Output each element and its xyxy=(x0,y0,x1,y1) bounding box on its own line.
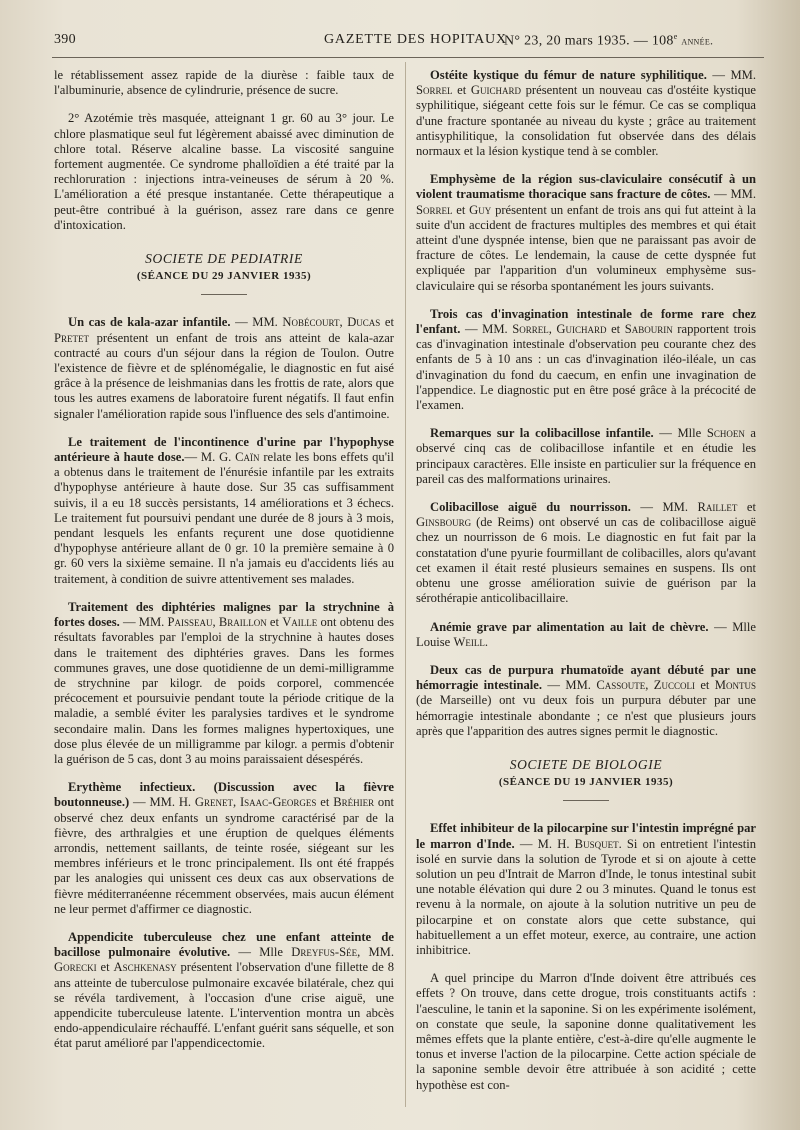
article-authors: Guichard xyxy=(470,83,521,98)
article-authors: Sorrel xyxy=(416,202,453,217)
column-divider xyxy=(405,62,406,1107)
article-title: Trois cas d'invagination intestinale de forme rare chez l'enfant. xyxy=(416,306,756,337)
article-title: Emphysème de la région sus-claviculaire consécutif à un violent traumatisme thoracique sans fracture de côtes. xyxy=(416,172,756,202)
section-title: SOCIETE DE BIOLOGIE xyxy=(509,756,663,772)
article-text: et xyxy=(737,500,756,515)
article-text: présentent un enfant de trois ans qui fut atteint à la suite d'un accident de fractures multiples des membres et qui était atteint d'une dyspnée intense, bien que ne paraissant pas avoir de fracture de côtes. Le lendemain, la cause de cette dyspnée fut expliquée par l'apparition d'un volumineux emphysème sus-claviculaire qui se résorba spontanément les jours suivants. xyxy=(416,202,756,293)
article-text: (de Reims) ont observé un cas de colibacillose aiguë chez un nourrisson de 6 mois. Le diagnostic en fut fait par la constatation d'une pyurie fourmillant de colibacilles, alors qu'avant cet examen il était resté plusieurs semaines en suspens. Ils ont obtenu une grosse amélioration suivie de guérison par la sérothérapie anticolibacillaire. xyxy=(416,515,756,606)
article-authors: Aschkenasy xyxy=(113,960,177,975)
article-title: Traitement des diphtéries malignes par la strychnine à fortes doses. xyxy=(54,599,394,630)
article-erytheme xyxy=(54,780,394,917)
article-kala-azar xyxy=(54,315,394,421)
article-text: et xyxy=(96,960,114,975)
paragraph: 2° Azotémie très masquée, atteignant 1 gr. 60 au 3° jour. Le chlore plasmatique seul fut légèrement abaissé avec diminution de chlore total. Réserve alcaline basse. La viscosité sanguine fortement augmentée. Ce syndrome phalloïdien a été traité par la rechloruration : injections intra-veineuses de sérum à 20 %. L'amélioration a été presque instantanée. Cette thérapeutique a peut-être contribué à la guérison, assez rare dans ce genre d'intoxication. xyxy=(54,111,394,232)
article-text: et xyxy=(452,202,470,217)
article-text: et xyxy=(694,678,715,693)
article-authors: Pretet xyxy=(54,330,89,345)
article-title: Erythème infectieux. (Discussion avec la fièvre boutonneuse.) xyxy=(54,780,394,810)
section-title: SOCIETE DE PEDIATRIE xyxy=(145,251,303,267)
article-text: . xyxy=(484,634,488,649)
article-text: (de Marseille) ont vu deux fois un purpura débuter par une hémorragie intestinale abondante ; ce n'est que plusieurs jours après que l'apparition des autres signes permit le diagnostic. xyxy=(416,693,756,738)
right-column xyxy=(416,68,756,1106)
article-title: Anémie grave par alimentation au lait de chèvre. xyxy=(430,619,709,634)
article-authors: Vaille xyxy=(282,615,318,630)
article-authors: Bréhier xyxy=(333,795,375,810)
section-divider xyxy=(563,800,609,801)
article-text: a observé cinq cas de colibacillose infantile et en étudie les principaux caractères. Elle insiste en particulier sur la fréquence en pareil cas des malformations urinaires. xyxy=(416,426,756,486)
article-pilocarpine xyxy=(416,821,756,958)
left-column xyxy=(54,68,394,1065)
article-authors: Guy xyxy=(469,202,492,217)
article-text: — MM. xyxy=(706,68,757,82)
article-colibacillose-infantile xyxy=(416,426,756,487)
article-emphyseme xyxy=(416,172,756,294)
section-heading-pediatrie xyxy=(54,251,394,295)
article-text: — MM. xyxy=(630,500,698,515)
article-title: Effet inhibiteur de la pilocarpine sur l'intestin imprégné par le marron d'Inde. xyxy=(416,821,756,851)
section-subtitle: (SÉANCE DU 19 JANVIER 1935) xyxy=(498,776,674,789)
article-diphteries xyxy=(54,600,394,767)
article-authors: Schoen xyxy=(706,426,745,441)
article-text: — Mlle xyxy=(653,426,707,441)
article-title: Deux cas de purpura rhumatoïde ayant débuté par une hémorragie intestinale. xyxy=(416,662,756,693)
article-authors: Weill xyxy=(453,634,485,649)
issue-annee: année. xyxy=(681,33,714,48)
article-text: . Si on entretient l'intestin isolé en survie dans la solution de Tyrode et si on ajoute à cette solution un peu d'Intrait de Marron d'Inde, le tonus intestinal subit une notable élévation qui dure 2 ou 3 minutes. Quand le tonus est revenu à la normale, on ajoute à la solution nutritive un peu de pilocarpine et on constate alors que cette substance, qui habituellement a un effet moteur, exerce, au contraire, une action inhibitrice. xyxy=(416,836,757,957)
article-text: — MM. xyxy=(542,678,597,693)
article-text: présentent l'observation d'une fillette de 8 ans atteinte de tuberculose pulmonaire excavée bilatérale, chez qui se révéla tardivement, à l'occasion d'une crise aiguë, une appendicite tuberculeuse latente. L'intervention montra un abcès endo-appendiculaire réchauffé. L'enfant guérit sans séquelle, et son état parut amélioré par l'appendicectomie. xyxy=(54,960,395,1051)
article-text: — MM. xyxy=(230,315,283,330)
section-divider xyxy=(201,294,247,295)
article-authors: Nobécourt, Ducas xyxy=(282,315,381,330)
article-purpura xyxy=(416,663,756,739)
article-title: Remarques sur la colibacillose infantile. xyxy=(430,426,654,441)
running-header xyxy=(52,28,764,50)
article-title: Colibacillose aiguë du nourrisson. xyxy=(430,500,631,515)
article-authors: Raillet xyxy=(697,500,738,515)
article-appendicite xyxy=(54,930,394,1052)
article-authors: Montus xyxy=(714,678,756,693)
journal-title: GAZETTE DES HOPITAUX xyxy=(324,32,507,47)
page-number: 390 xyxy=(54,32,76,47)
article-text: et xyxy=(266,615,283,630)
issue-main: N° 23, 20 mars 1935. — 108 xyxy=(504,33,674,49)
article-authors: Gorecki xyxy=(54,960,97,975)
paragraph: A quel principe du Marron d'Inde doivent être attribués ces effets ? On trouve, dans cette drogue, trois constituants actifs : l'aesculine, le tanin et la saponine. Si on les expérimente isolément, on constate que seule, la saponine donne qualitativement les mêmes effets que la plante entière, c'est-à-dire qu'elle augmente le tonus et inverse l'action de la pilocarpine. Cette action spéciale de la saponine semble devoir être attribuée à son acidité ; cette hypothèse est con- xyxy=(416,971,756,1092)
article-text: relate les bons effets qu'il a obtenus dans le traitement de l'énurésie infantile par les extraits d'hypophyse antérieure à haute dose. Sur 35 cas suffisamment suivis, il a eu 18 succès persistants, 14 améliorations et 3 échecs. Le traitement fut poursuivi pendant une durée de 8 jours à 3 mois, pendant lesquels les enfants reçurent une dose quotidienne d'hypophyse antérieure allant de 0 gr. 10 la première semaine à 0 gr. 60 vers la sixième semaine. Il n'a jamais eu d'accidents liés au traitement, à condition de suivre attentivement ses malades. xyxy=(54,450,394,586)
article-authors: Ginsbourg xyxy=(416,515,472,530)
article-authors: Sabourin xyxy=(624,322,673,337)
article-text: — MM. xyxy=(119,615,168,630)
article-text: rapportent trois cas d'invagination intestinale d'observation peu courante chez des enfants de 5 à 10 ans : un cas d'invagination iléo-iléale, un cas d'invagination du fond du caecum, en enfin une invagination de l'appendice. Le diagnostic put en être posé grâce à la précocité de l'examen. xyxy=(416,322,756,413)
article-authors: Dreyfus-Sée xyxy=(291,945,358,960)
article-colibacillose-nourrisson xyxy=(416,500,756,606)
article-incontinence xyxy=(54,435,394,587)
article-text: présentent un enfant de trois ans atteint de kala-azar contracté au cours d'un séjour dans la région de Toulon. Outre l'existence de fièvre et de splénomégalie, le diagnostic en fut aisé grâce à la présence de leishmanias dans les frottis de rate, alors que tous les autres examens de laboratoire furent négatifs. Il faut enfin signaler l'amélioration rapide sous l'influence des sels d'antimoine. xyxy=(54,330,394,421)
article-title: Un cas de kala-azar infantile. xyxy=(68,315,231,330)
article-text: — MM. xyxy=(710,187,756,202)
article-text: — Mlle xyxy=(230,945,292,960)
article-title: Ostéite kystique du fémur de nature syphilitique. xyxy=(430,68,707,82)
article-text: et xyxy=(380,315,394,330)
article-authors: Paisseau, Braillon xyxy=(167,615,267,630)
header-rule xyxy=(52,57,764,58)
article-title: Appendicite tuberculeuse chez une enfant atteinte de bacillose pulmonaire évolutive. xyxy=(54,929,394,960)
paragraph: le rétablissement assez rapide de la diurèse : faible taux de l'albuminurie, absence de cylindrurie, présence de sucre. xyxy=(54,68,394,98)
article-text: — Mlle Louise xyxy=(416,619,756,649)
article-text: et xyxy=(316,795,334,810)
article-authors: Cassoute, Zuccoli xyxy=(596,678,695,693)
article-osteite xyxy=(416,68,756,159)
article-authors: Sorrel, Guichard xyxy=(512,322,607,337)
article-text: et xyxy=(606,322,625,337)
article-text: — M. H. xyxy=(514,836,575,851)
section-heading-biologie xyxy=(416,757,756,801)
article-authors: Busquet xyxy=(574,836,619,851)
issue-sup: e xyxy=(673,32,678,41)
article-authors: Grenet, Isaac-Georges xyxy=(194,795,317,810)
article-text: et xyxy=(452,83,471,98)
article-authors: G. Caïn xyxy=(219,450,260,465)
article-text: , MM. xyxy=(357,945,395,960)
article-title: Le traitement de l'incontinence d'urine par l'hypophyse antérieure à haute dose. xyxy=(54,434,394,465)
article-text: ont obtenu des résultats favorables par l'emploi de la strychnine à hautes doses dans le traitement des diphtéries graves. Dans les formes communes graves, une dose quotidienne de un demi-milligramme de strychnine par kilogr. de poids corporel, commencée précocement et poursuivie pendant toute la période critique de la maladie, a semblé éviter les paralysies tardives et le syndrome secondaire malin. Dans les formes malignes hypertoxiques, une dose plus élevée de un milligramme par kilogr. a permis d'obtenir la guérison de 5 cas, dont 3 au moins paraissaient désespérés. xyxy=(54,615,394,766)
article-anemie xyxy=(416,620,756,650)
article-text: — MM. xyxy=(460,322,513,337)
issue-line xyxy=(504,32,713,50)
article-text: — MM. H. xyxy=(129,795,195,810)
article-invagination xyxy=(416,307,756,413)
article-text: présentent un nouveau cas d'ostéite kystique syphilitique, siégeant cette fois sur le fémur. Ce cas se compliqua d'une fracture spontanée au niveau du kyste ; grâce au traitement antisyphilitique, la consolidation fut observée dans des délais normaux et la lésion kystique tend à se combler. xyxy=(416,83,756,159)
article-authors: Sorrel xyxy=(416,83,453,98)
article-text: — M. xyxy=(184,450,220,465)
section-subtitle: (SÉANCE DU 29 JANVIER 1935) xyxy=(136,270,312,283)
article-text: ont observé chez deux enfants un syndrome caractérisé par de la fièvre, des arthralgies et une éruption de quelques éléments arrondis, nettement saillants, de teinte rosée, siégeant sur les membres inférieurs et le tronc principalement. Ils ont été frappés par les analogies qui unissent ces deux cas aux observations de fièvre méditerranéenne récemment observées, mais aucun élément ne leur permet d'affirmer ce diagnostic. xyxy=(54,795,395,916)
